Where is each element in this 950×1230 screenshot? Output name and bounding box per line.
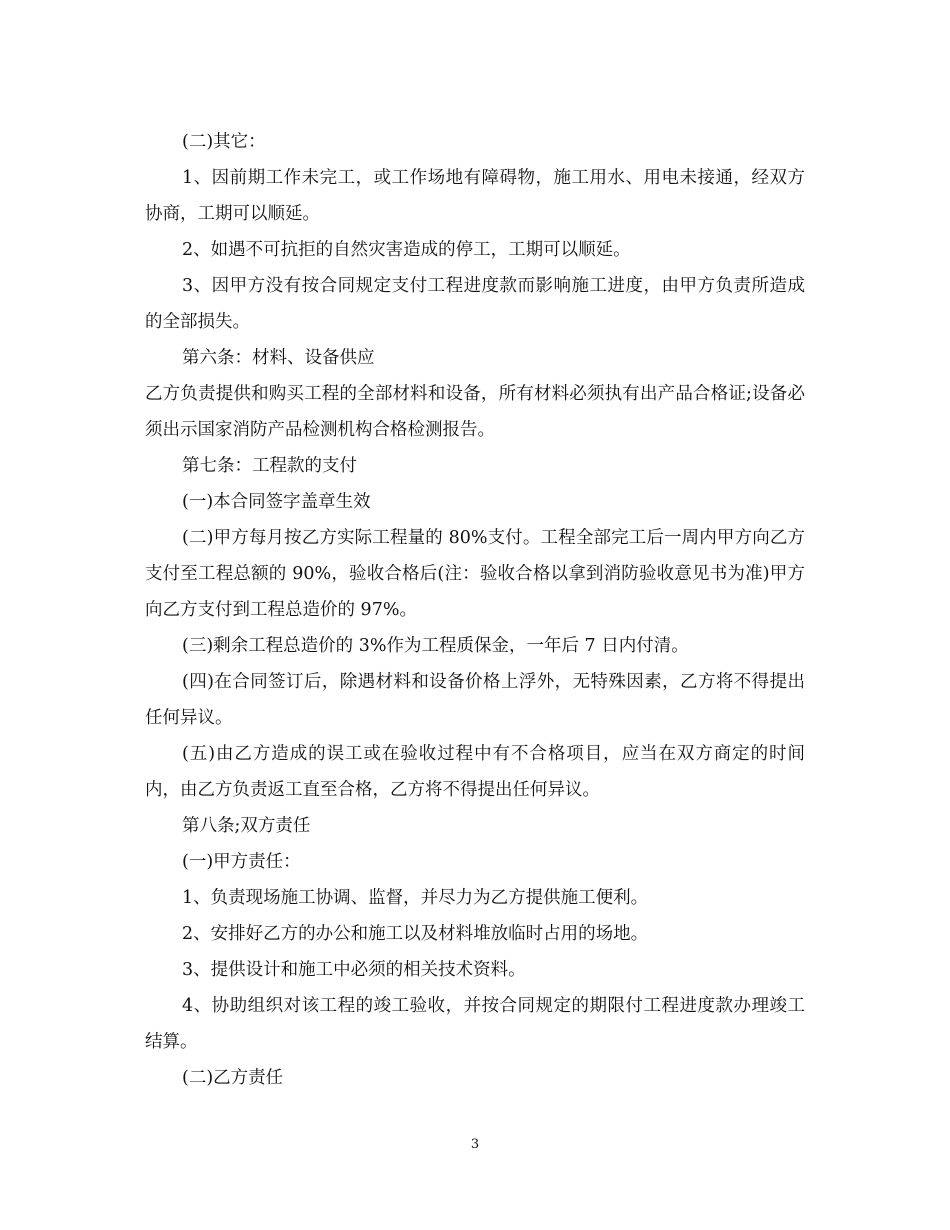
paragraph: 3、因甲方没有按合同规定支付工程进度款而影响施工进度，由甲方负责所造成的全部损失。 — [145, 276, 805, 332]
paragraph: 1、因前期工作未完工，或工作场地有障碍物，施工用水、用电未接通，经双方协商，工期可以顺延。 — [145, 168, 805, 224]
section-heading: 第七条：工程款的支付 — [182, 456, 357, 476]
paragraph: (二)乙方责任 — [182, 1068, 284, 1088]
section-heading: 第八条;双方责任 — [182, 816, 311, 836]
paragraph: (一)甲方责任： — [182, 852, 301, 872]
section-heading: 第六条：材料、设备供应 — [182, 348, 375, 368]
paragraph: 4、协助组织对该工程的竣工验收，并按合同规定的期限付工程进度款办理竣工结算。 — [145, 996, 805, 1052]
paragraph: (五)由乙方造成的误工或在验收过程中有不合格项目，应当在双方商定的时间内，由乙方负责返工直至合格，乙方将不得提出任何异议。 — [145, 744, 805, 800]
paragraph: (一)本合同签字盖章生效 — [182, 492, 371, 512]
paragraph: (四)在合同签订后，除遇材料和设备价格上浮外，无特殊因素，乙方将不得提出任何异议。 — [145, 672, 805, 728]
paragraph: 3、提供设计和施工中必须的相关技术资料。 — [182, 960, 526, 980]
paragraph: 2、安排好乙方的办公和施工以及材料堆放临时占用的场地。 — [182, 924, 649, 944]
document-body — [145, 124, 805, 1096]
paragraph: 乙方负责提供和购买工程的全部材料和设备，所有材料必须执有出产品合格证;设备必须出示国家消防产品检测机构合格检测报告。 — [145, 384, 805, 440]
paragraph: 2、如遇不可抗拒的自然灾害造成的停工，工期可以顺延。 — [182, 240, 631, 260]
page-number: 3 — [470, 1137, 480, 1152]
paragraph: 1、负责现场施工协调、监督，并尽力为乙方提供施工便利。 — [182, 888, 649, 908]
paragraph: (三)剩余工程总造价的 3%作为工程质保金，一年后 7 日内付清。 — [182, 636, 689, 656]
paragraph: (二)其它： — [182, 132, 266, 152]
paragraph: (二)甲方每月按乙方实际工程量的 80%支付。工程全部完工后一周内甲方向乙方支付至工程总额的 90%，验收合格后(注：验收合格以拿到消防验收意见书为准)甲方向乙方支付到工程总造价的 97%。 — [145, 528, 805, 620]
